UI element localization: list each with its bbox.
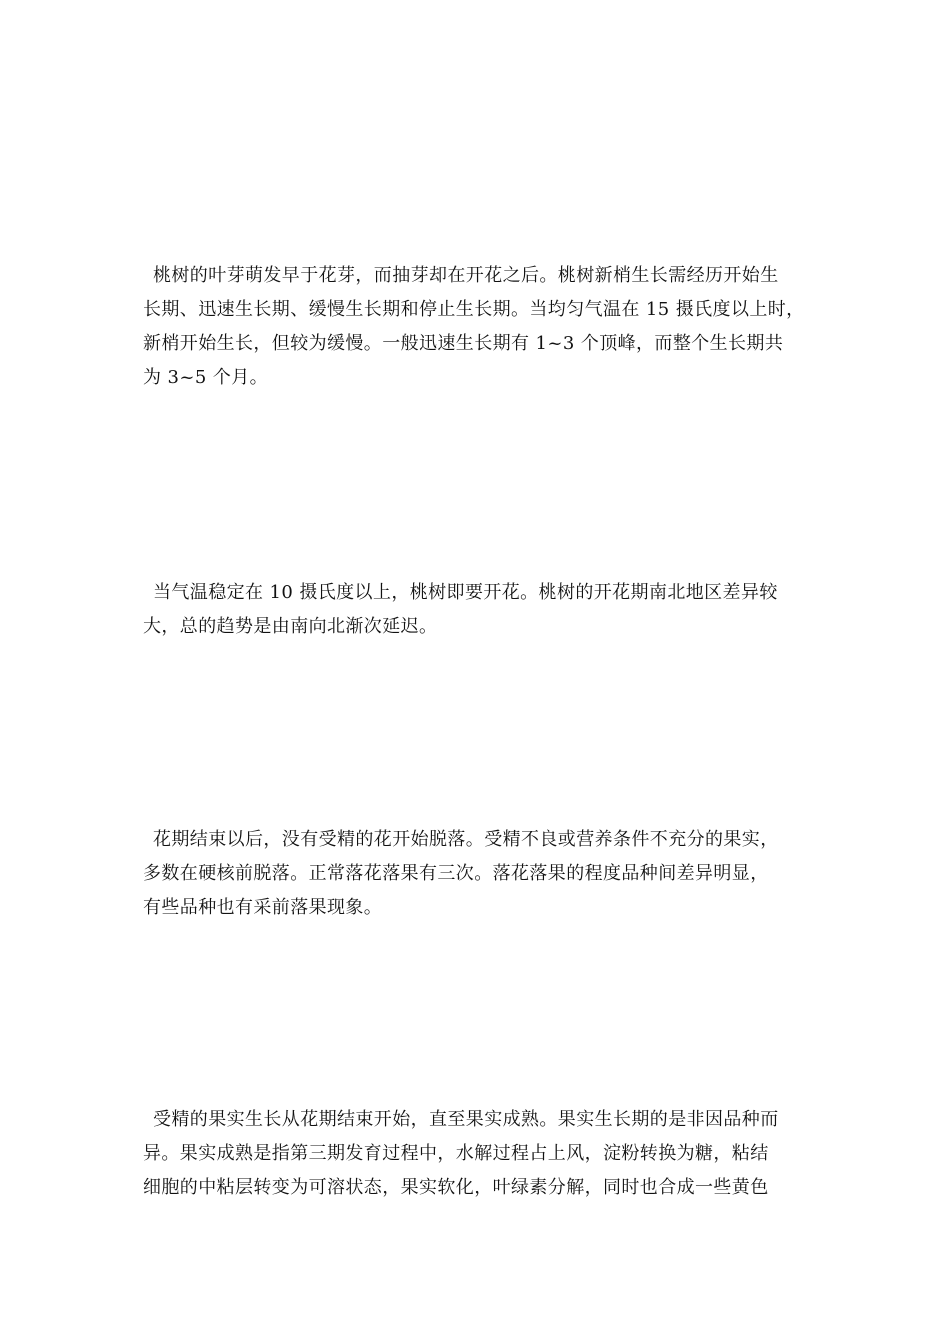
paragraph-flowering	[143, 576, 823, 644]
text-line: 多数在硬核前脱落。正常落花落果有三次。落花落果的程度品种间差异明显，	[143, 863, 769, 884]
text-line: 细胞的中粘层转变为可溶状态，果实软化，叶绿素分解，同时也合成一些黄色	[143, 1177, 769, 1198]
text-line: 受精的果实生长从花期结束开始，直至果实成熟。果实生长期的是非因品种而	[153, 1109, 779, 1130]
paragraph-shoot-growth	[143, 259, 823, 395]
text-line: 为 3~5 个月。	[143, 367, 269, 388]
text-line: 异。果实成熟是指第三期发育过程中，水解过程占上风，淀粉转换为糖，粘结	[143, 1143, 769, 1164]
text-line: 大，总的趋势是由南向北渐次延迟。	[143, 616, 438, 637]
text-line: 当气温稳定在 10 摄氏度以上，桃树即要开花。桃树的开花期南北地区差异较	[153, 582, 778, 603]
text-line: 有些品种也有采前落果现象。	[143, 897, 383, 918]
paragraph-fruit-drop	[143, 823, 823, 925]
text-line: 桃树的叶芽萌发早于花芽，而抽芽却在开花之后。桃树新梢生长需经历开始生	[153, 265, 779, 286]
text-line: 新梢开始生长，但较为缓慢。一般迅速生长期有 1~3 个顶峰，而整个生长期共	[143, 333, 784, 354]
text-line: 花期结束以后，没有受精的花开始脱落。受精不良或营养条件不充分的果实，	[153, 829, 779, 850]
paragraph-fruit-growth	[143, 1103, 823, 1205]
text-line: 长期、迅速生长期、缓慢生长期和停止生长期。当均匀气温在 15 摄氏度以上时，	[143, 299, 805, 320]
